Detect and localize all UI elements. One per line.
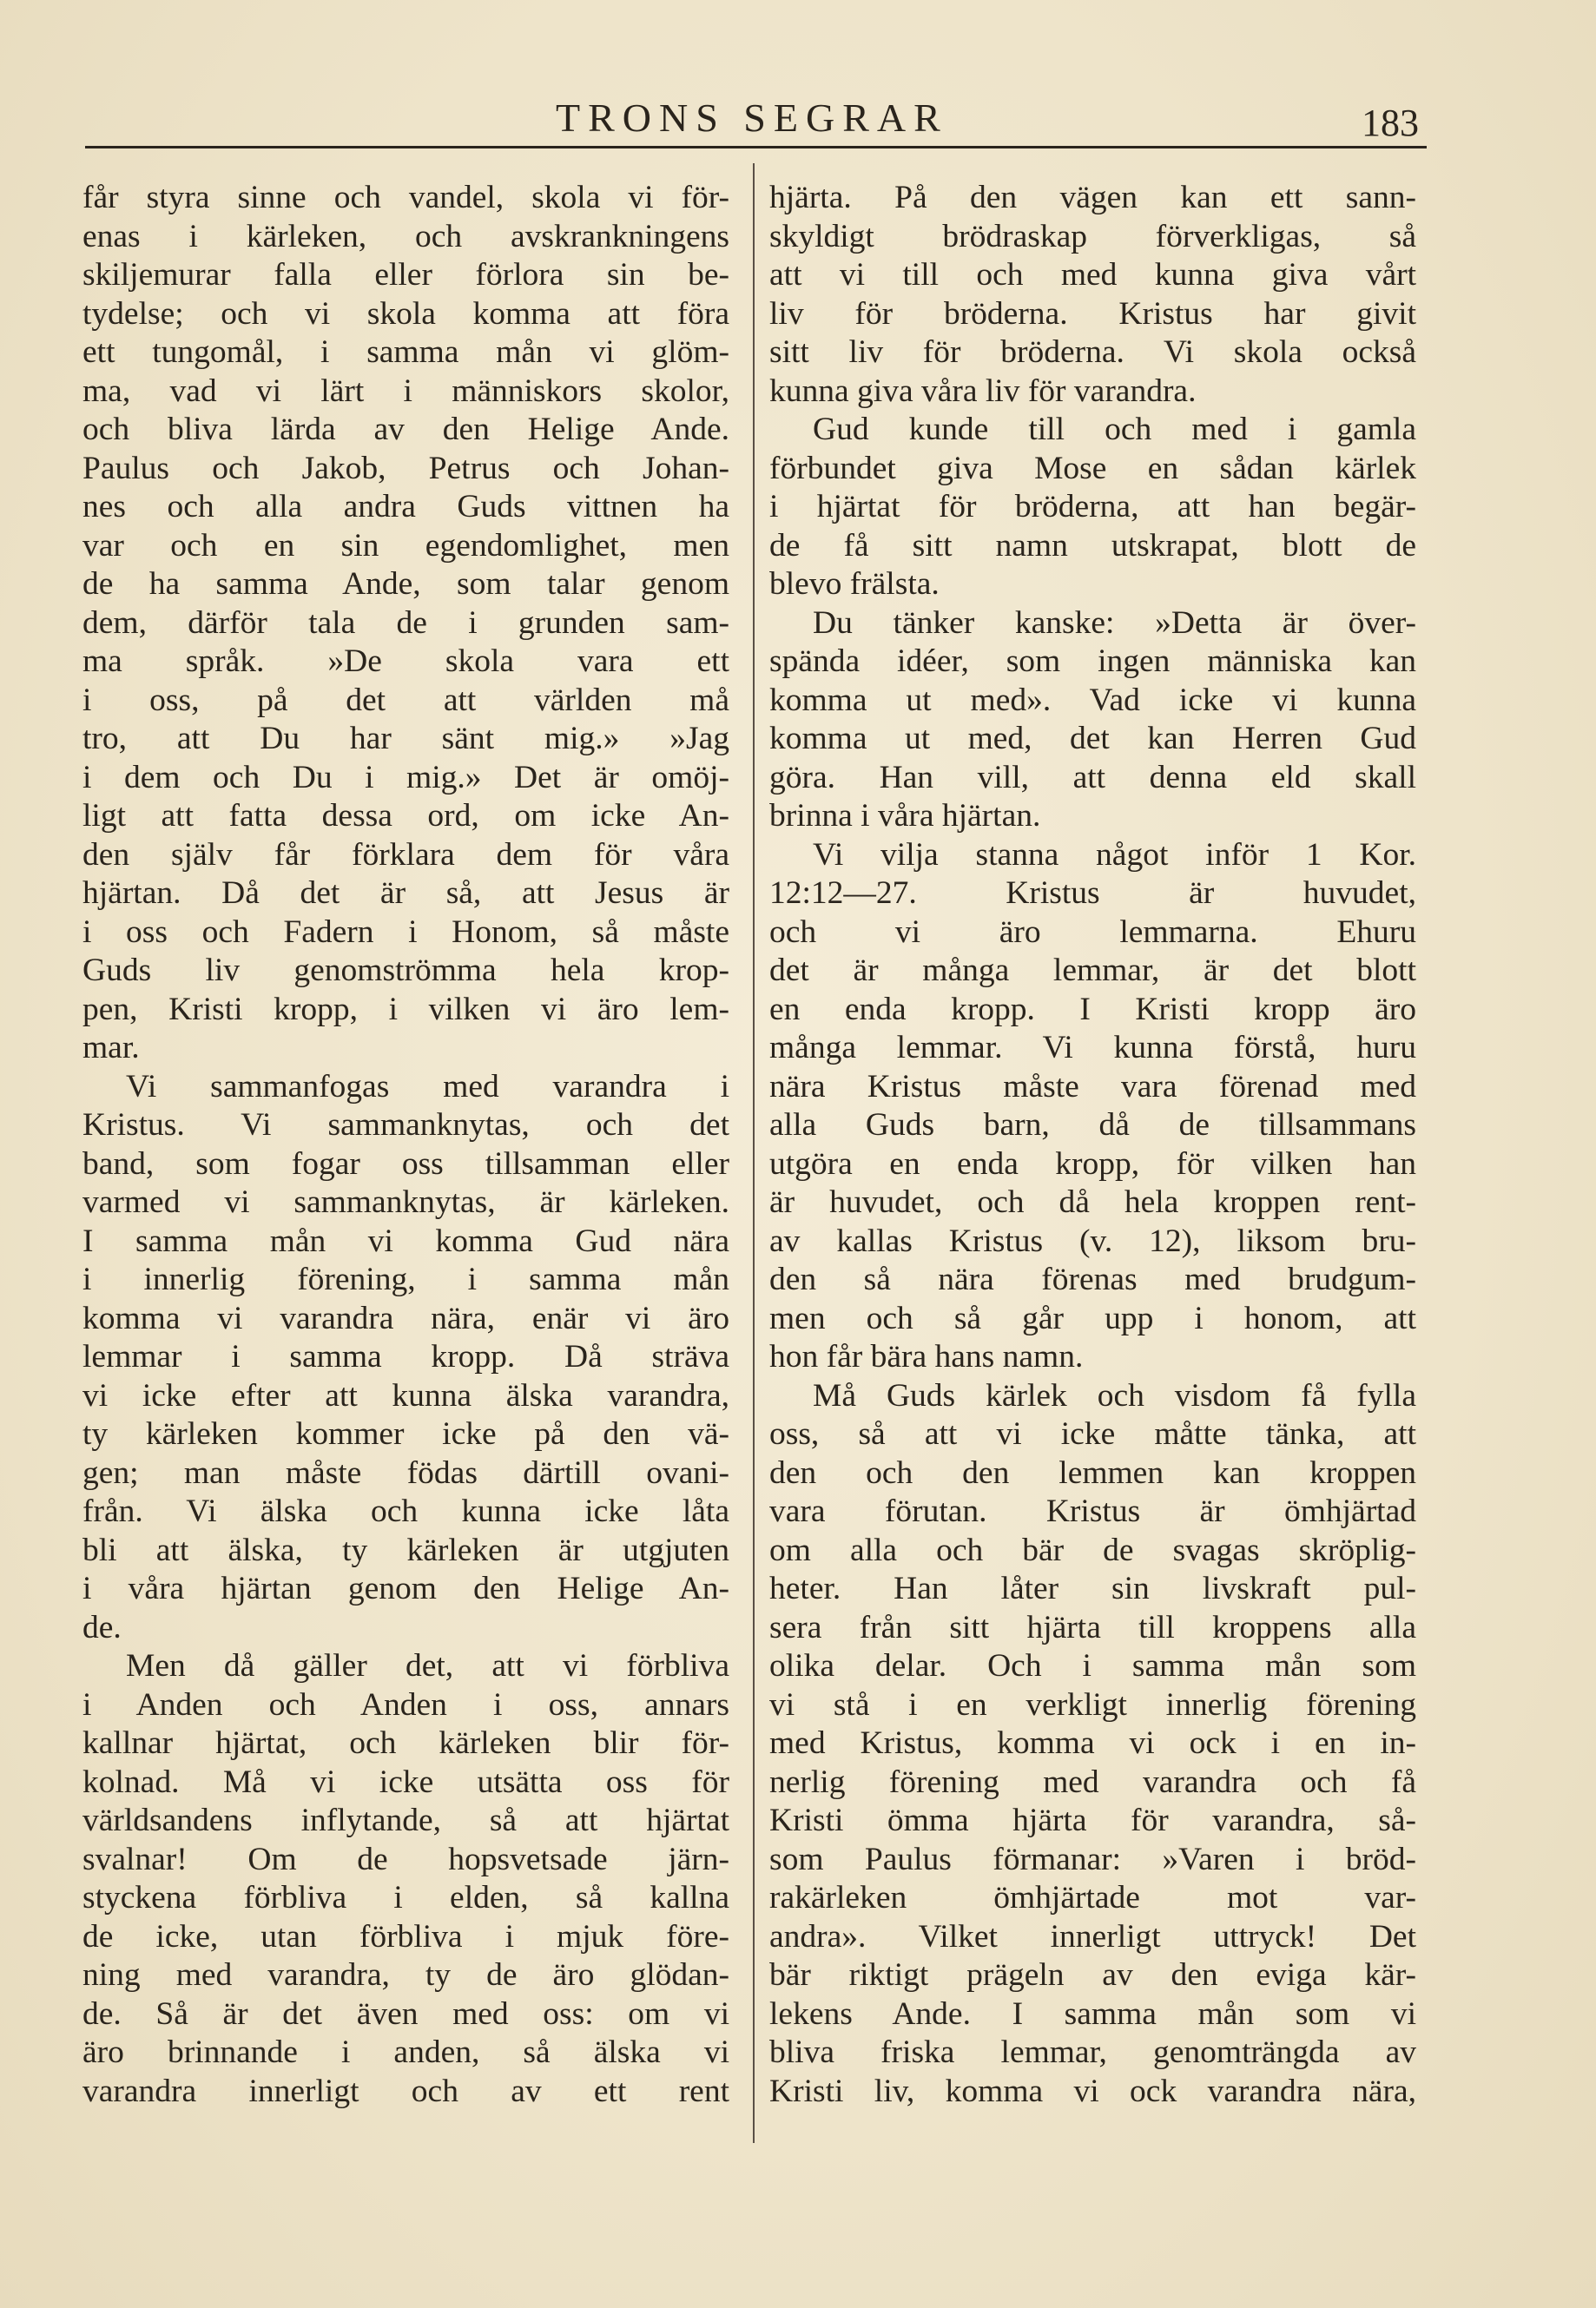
text-line: de. <box>82 1609 122 1645</box>
text-line: den själv får förklara dem för våra <box>82 836 729 873</box>
text-line: men och så går upp i honom, att <box>769 1300 1416 1336</box>
text-line: om alla och bär de svagas skröplig- <box>769 1532 1416 1568</box>
text-line: skyldigt brödraskap förverkligas, så <box>769 218 1416 254</box>
right-column <box>769 179 1416 2111</box>
text-line: är huvudet, och då hela kroppen rent- <box>769 1184 1416 1220</box>
text-line: ma, vad vi lärt i människors skolor, <box>82 373 729 409</box>
text-line: det är många lemmar, är det blott <box>769 953 1416 988</box>
text-line: liv för bröderna. Kristus har givit <box>769 295 1416 332</box>
text-line: dem, därför tala de i grunden sam- <box>82 604 729 641</box>
text-line: komma vi varandra nära, enär vi äro <box>82 1300 729 1336</box>
text-line: i hjärtat för bröderna, att han begär- <box>769 489 1416 524</box>
text-line: kunna giva våra liv för varandra. <box>769 373 1197 409</box>
text-line: Kristi ömma hjärta för varandra, så- <box>769 1803 1416 1838</box>
text-line: i Anden och Anden i oss, annars <box>82 1686 729 1723</box>
running-head <box>0 94 1596 146</box>
text-line: Vi vilja stanna något inför 1 Kor. <box>813 836 1416 873</box>
text-line: alla Guds barn, då de tillsammans <box>769 1107 1416 1143</box>
text-line: skiljemurar falla eller förlora sin be- <box>82 257 729 293</box>
text-line: i dem och Du i mig.» Det är omöj- <box>82 759 729 795</box>
text-line: Du tänker kanske: »Detta är över- <box>813 604 1416 641</box>
text-line: andra». Vilket innerligt uttryck! Det <box>769 1918 1416 1955</box>
text-line: Men då gäller det, att vi förbliva <box>126 1648 729 1684</box>
text-line: enas i kärleken, och avskrankningens <box>82 218 729 254</box>
text-line: brinna i våra hjärtan. <box>769 798 1041 834</box>
text-line: varandra innerligt och av ett rent <box>82 2073 729 2109</box>
text-line: bli att älska, ty kärleken är utgjuten <box>82 1532 729 1568</box>
running-title: TRONS SEGRAR <box>556 96 948 140</box>
text-line: Guds liv genomströmma hela krop- <box>82 953 729 988</box>
text-line: och bliva lärda av den Helige Ande. <box>82 412 729 447</box>
text-line: varmed vi sammanknytas, är kärleken. <box>82 1184 729 1220</box>
page-number: 183 <box>1362 102 1419 144</box>
text-line: band, som fogar oss tillsamman eller <box>82 1145 729 1182</box>
text-line: kallnar hjärtat, och kärleken blir för- <box>82 1725 729 1761</box>
text-line: mar. <box>82 1030 140 1065</box>
text-line: ligt att fatta dessa ord, om icke An- <box>82 798 729 834</box>
left-column <box>82 179 729 2111</box>
text-line: Kristi liv, komma vi ock varandra nära, <box>769 2073 1416 2109</box>
text-line: de få sitt namn utskrapat, blott de <box>769 527 1416 564</box>
text-line: och vi äro lemmarna. Ehuru <box>769 913 1416 950</box>
text-line: lemmar i samma kropp. Då sträva <box>82 1339 729 1375</box>
text-line: den och den lemmen kan kroppen <box>769 1454 1416 1491</box>
text-line: Paulus och Jakob, Petrus och Johan- <box>82 450 729 486</box>
text-line: av kallas Kristus (v. 12), liksom bru- <box>769 1223 1416 1259</box>
text-line: utgöra en enda kropp, för vilken han <box>769 1145 1416 1182</box>
text-line: olika delar. Och i samma mån som <box>769 1648 1416 1684</box>
text-line: tydelse; och vi skola komma att föra <box>82 295 729 332</box>
text-line: 12:12—27. Kristus är huvudet, <box>769 875 1416 911</box>
text-line: Vi sammanfogas med varandra i <box>126 1068 729 1105</box>
text-line: blevo frälsta. <box>769 566 940 602</box>
text-line: hjärtan. Då det är så, att Jesus är <box>82 875 729 911</box>
text-line: göra. Han vill, att denna eld skall <box>769 759 1416 795</box>
text-line: hon får bära hans namn. <box>769 1339 1084 1375</box>
text-line: I samma mån vi komma Gud nära <box>82 1223 729 1259</box>
text-line: många lemmar. Vi kunna förstå, huru <box>769 1030 1416 1065</box>
text-line: ma språk. »De skola vara ett <box>82 643 729 679</box>
text-line: världsandens inflytande, så att hjärtat <box>82 1803 729 1838</box>
text-line: spända idéer, som ingen människa kan <box>769 643 1416 679</box>
header-rule <box>85 146 1427 148</box>
text-line: ett tungomål, i samma mån vi glöm- <box>82 334 729 370</box>
text-line: kolnad. Må vi icke utsätta oss för <box>82 1764 729 1800</box>
text-line: styckena förbliva i elden, så kallna <box>82 1880 729 1916</box>
text-line: nes och alla andra Guds vittnen ha <box>82 489 729 524</box>
text-line: nerlig förening med varandra och få <box>769 1764 1416 1800</box>
text-line: vi stå i en verkligt innerlig förening <box>769 1686 1416 1723</box>
text-line: de ha samma Ande, som talar genom <box>82 566 729 602</box>
text-line: ning med varandra, ty de äro glödan- <box>82 1957 729 1993</box>
text-line: som Paulus förmanar: »Varen i bröd- <box>769 1841 1416 1877</box>
text-line: oss, så att vi icke måtte tänka, att <box>769 1416 1416 1452</box>
text-line: var och en sin egendomlighet, men <box>82 527 729 564</box>
text-line: komma ut med». Vad icke vi kunna <box>769 682 1416 718</box>
text-line: får styra sinne och vandel, skola vi för- <box>82 180 729 215</box>
text-line: Kristus. Vi sammanknytas, och det <box>82 1107 729 1143</box>
text-line: vi icke efter att kunna älska varandra, <box>82 1377 729 1414</box>
text-line: pen, Kristi kropp, i vilken vi äro lem- <box>82 991 729 1027</box>
text-line: bliva friska lemmar, genomträngda av <box>769 2034 1416 2070</box>
text-line: i oss och Fadern i Honom, så måste <box>82 913 729 950</box>
text-line: i innerlig förening, i samma mån <box>82 1262 729 1297</box>
column-divider <box>753 163 755 2143</box>
text-line: de. Så är det även med oss: om vi <box>82 1995 729 2032</box>
text-line: tro, att Du har sänt mig.» »Jag <box>82 721 729 756</box>
text-line: ty kärleken kommer icke på den vä- <box>82 1416 729 1452</box>
text-line: förbundet giva Mose en sådan kärlek <box>769 450 1416 486</box>
text-line: den så nära förenas med brudgum- <box>769 1262 1416 1297</box>
text-line: äro brinnande i anden, så älska vi <box>82 2034 729 2070</box>
text-line: i våra hjärtan genom den Helige An- <box>82 1571 729 1606</box>
text-line: nära Kristus måste vara förenad med <box>769 1068 1416 1105</box>
text-line: sitt liv för bröderna. Vi skola också <box>769 334 1416 370</box>
text-line: gen; man måste födas därtill ovani- <box>82 1454 729 1491</box>
text-line: vara förutan. Kristus är ömhjärtad <box>769 1494 1416 1529</box>
text-line: sera från sitt hjärta till kroppens alla <box>769 1609 1416 1645</box>
text-line: Gud kunde till och med i gamla <box>813 412 1416 447</box>
text-line: med Kristus, komma vi ock i en in- <box>769 1725 1416 1761</box>
text-line: lekens Ande. I samma mån som vi <box>769 1995 1416 2032</box>
text-line: hjärta. På den vägen kan ett sann- <box>769 180 1416 215</box>
text-line: Må Guds kärlek och visdom få fylla <box>813 1377 1416 1414</box>
text-line: att vi till och med kunna giva vårt <box>769 257 1416 293</box>
text-line: svalnar! Om de hopsvetsade järn- <box>82 1841 729 1877</box>
text-line: i oss, på det att världen må <box>82 682 729 718</box>
text-line: rakärleken ömhjärtade mot var- <box>769 1880 1416 1916</box>
text-line: de icke, utan förbliva i mjuk före- <box>82 1918 729 1955</box>
text-line: en enda kropp. I Kristi kropp äro <box>769 991 1416 1027</box>
text-line: bär riktigt prägeln av den eviga kär- <box>769 1957 1416 1993</box>
text-line: heter. Han låter sin livskraft pul- <box>769 1571 1416 1606</box>
text-line: komma ut med, det kan Herren Gud <box>769 721 1416 756</box>
text-line: från. Vi älska och kunna icke låta <box>82 1494 729 1529</box>
